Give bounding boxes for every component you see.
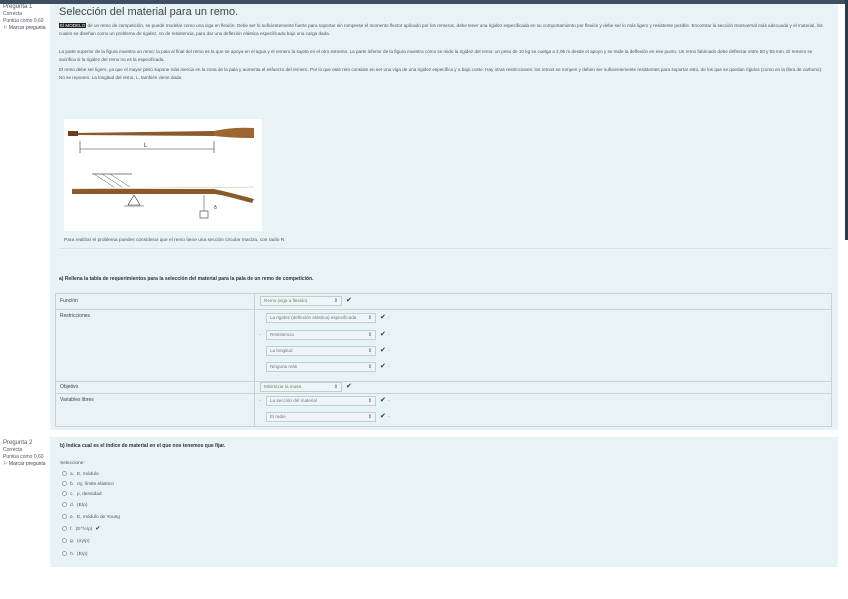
highlighted-text: El MODELO xyxy=(60,23,86,28)
correct-check-icon: ✔ xyxy=(380,363,386,370)
correct-check-icon: ✔ xyxy=(346,383,352,390)
option-d[interactable]: d. (E/ρ) xyxy=(62,501,87,510)
radio-button[interactable] xyxy=(62,491,67,496)
question-grade: Puntúa como 0,60 xyxy=(3,454,44,460)
select-variable-2[interactable]: El radio ⇕ xyxy=(266,412,376,422)
row-label-variables: Variables libres xyxy=(60,397,94,403)
row-label-funcion: Función xyxy=(60,298,78,304)
flag-question-link[interactable]: ⚐ Marcar pregunta xyxy=(3,25,46,31)
correct-check-icon: ✔ xyxy=(380,347,386,354)
option-b[interactable]: b. σy, límite elástico xyxy=(62,480,114,489)
radio-button[interactable] xyxy=(62,551,67,556)
correct-check-icon: ✔ xyxy=(380,314,386,321)
question-2-info xyxy=(3,440,47,468)
row-label-objetivo: Objetivo xyxy=(60,384,79,390)
statement-paragraph-1: El MODELO de un remo de competición, se puede modelar como una viga en flexión. Debe ser lo suficientemente fuerte para soportar sin romperse el momento flector aplicado por los remeros, debe tener una rigidez especificada en su comportamiento por flexión y debe ser lo más ligero y resistente posible. Encontrar la sección transversal más adecuada y el material, los cuales se diseñan como un problema de rigidez, no de resistencia, para dar una deflexión elástica especificada bajo una carga dada. xyxy=(59,23,823,36)
question-1-info xyxy=(3,4,47,32)
radio-button[interactable] xyxy=(62,538,67,543)
correct-check-icon: ✔ xyxy=(95,526,101,532)
correct-check-icon: ✔ xyxy=(346,297,352,304)
row-label-restricciones: Restricciones xyxy=(60,313,91,319)
question-number: Pregunta 2 xyxy=(3,440,33,446)
radio-button[interactable] xyxy=(62,514,67,519)
question-number: Pregunta 1 xyxy=(3,4,33,10)
option-e[interactable]: e. E, módulo de Young xyxy=(62,513,120,522)
option-c[interactable]: c. ρ, densidad xyxy=(62,490,102,499)
select-objetivo[interactable]: Minimizar la masa ⇕ xyxy=(260,382,342,392)
question-state: Correcta xyxy=(3,11,23,17)
radio-button[interactable] xyxy=(62,471,67,476)
statement-paragraph-2: La parte superior de la figura muestra un remo: la pala al final del remo es la que se apoya en el agua y el remero la sujeta en el otro extremo. La parte inferior de la figura muestra cómo se mide la rigidez del remo: un peso de 10 kg se cuelga a 2,05 m desde el apoyo y se mide la deflexión en ese punto. Un remo fabricado debe deflectar entre 50 y 55 mm. El remero se sacrifica si la rigidez del remo no es la especificada. xyxy=(59,49,813,62)
select-funcion[interactable]: Remo (viga a flexión) ⇕ xyxy=(260,296,342,306)
correct-check-icon: ✔ xyxy=(380,331,386,338)
question-b: b) Indica cual es el índice de material en el que nos tenemos que fijar. xyxy=(60,443,226,449)
divider xyxy=(59,248,831,249)
oar-diagram xyxy=(64,119,262,231)
select-restriccion-1[interactable]: La rigidez (deflexión elástica) especificada ⇕ xyxy=(266,313,376,323)
option-a[interactable]: a. E, módulo xyxy=(62,470,99,479)
option-f[interactable]: f. (E^½/ρ) ✔ xyxy=(62,524,100,533)
select-one-label: Seleccione: xyxy=(60,461,85,466)
select-variable-1[interactable]: La sección del material ⇕ xyxy=(266,396,376,406)
question-grade: Puntúa como 0,60 xyxy=(3,18,44,24)
radio-button[interactable] xyxy=(62,502,67,507)
question-title: Selección del material para un remo. xyxy=(59,6,239,18)
question-state: Correcta xyxy=(3,447,23,453)
dimension-label: L xyxy=(144,143,148,149)
select-restriccion-3[interactable]: La longitud ⇕ xyxy=(266,346,376,356)
radio-button[interactable] xyxy=(62,481,67,486)
figure-caption: Para realizar el problema puedes considerar que el remo tiene una sección circular maciza, con radio R. xyxy=(64,238,286,243)
requirements-table: Función Remo (viga a flexión) ⇕ ✔ Restricciones La rigidez (deflexión elástica) especificada ⇕ ✔ - - Resistencia ⇕ ✔ - La longitud ⇕ ✔ - Ninguna más ⇕ ✔ - Objetivo Minimizar la masa ⇕ ✔ Variables libres - La sección del material ⇕ ✔ - El radio ⇕ ✔ - xyxy=(55,293,832,427)
statement-paragraph-3: El remo debe ser ligero, ya que el mayor peso supone más inercia en la zona de la pala y aumenta el esfuerzo del remero. Por lo que este reto consiste en ser una viga de una rigidez específica y a bajo coste. Hay otras restricciones: los remos se rompen y deben ser suficientemente resistentes para soportar esto, de los que se quedan rígidos (como en la fibra de carbono). No se reponen. La longitud del remo, L, también viene dada. xyxy=(59,67,823,80)
delta-label: δ xyxy=(214,205,217,211)
question-a: a) Rellena la tabla de requerimientos para la selección del material para la pala de un remo de competición. xyxy=(59,276,314,282)
select-restriccion-2[interactable]: Resistencia ⇕ xyxy=(266,330,376,340)
radio-button[interactable] xyxy=(62,526,67,531)
flag-question-link[interactable]: ⚐ Marcar pregunta xyxy=(3,461,46,467)
question-2-panel xyxy=(50,437,838,567)
option-g[interactable]: g. (σy/ρ) xyxy=(62,537,90,546)
oar-figure xyxy=(64,119,262,231)
correct-check-icon: ✔ xyxy=(380,397,386,404)
correct-check-icon: ✔ xyxy=(380,413,386,420)
option-h[interactable]: h. (E/ρ) xyxy=(62,550,87,559)
question-1-panel xyxy=(50,4,838,430)
select-restriccion-4[interactable]: Ninguna más ⇕ xyxy=(266,362,376,372)
